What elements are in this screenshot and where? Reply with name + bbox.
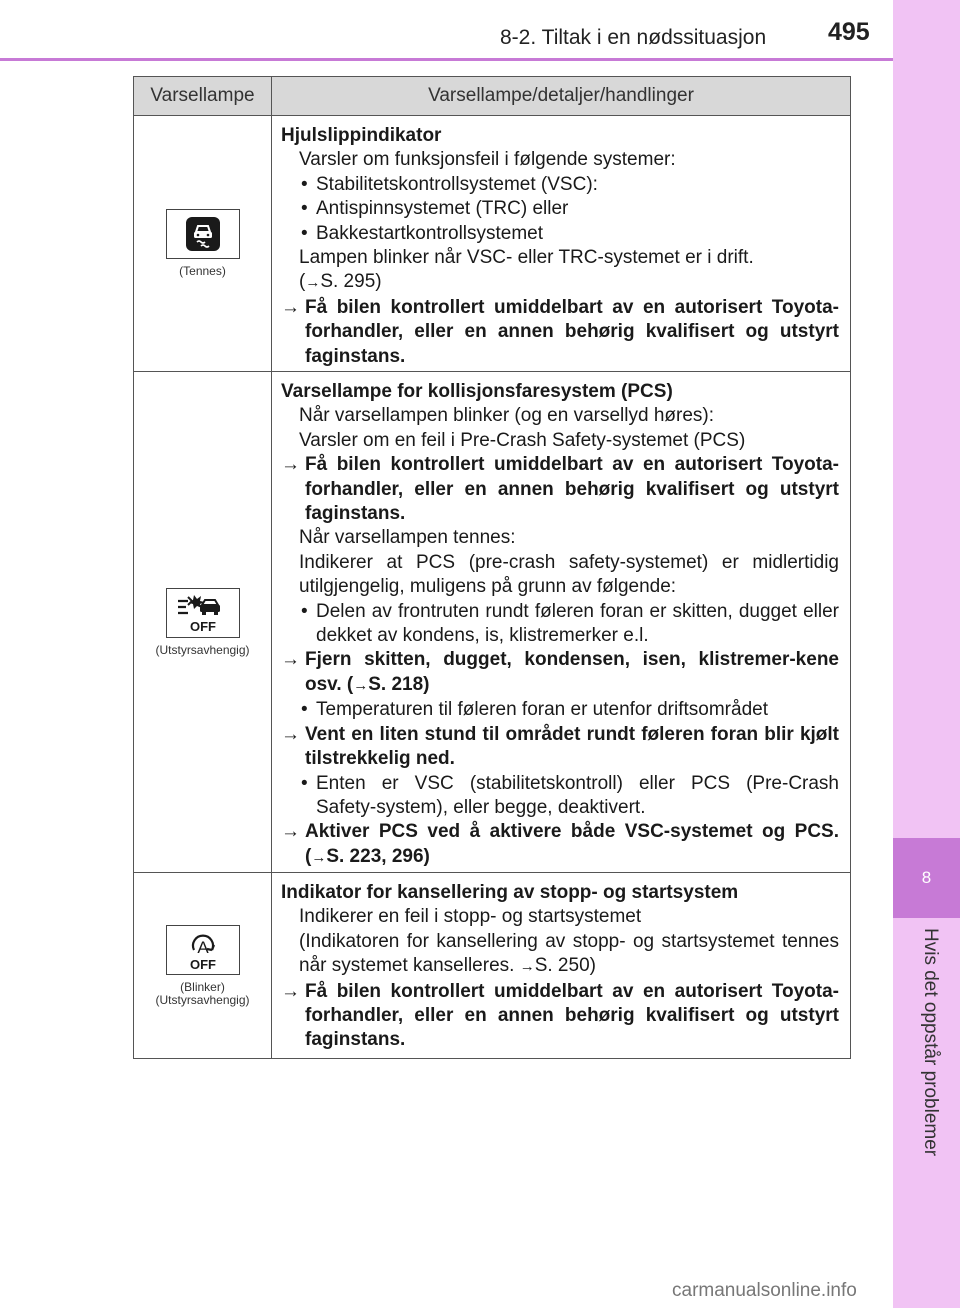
warning-light-table <box>133 76 851 1059</box>
pcs-warning-icon <box>166 588 240 638</box>
chapter-side-tab <box>893 0 960 1308</box>
indicator-title: Indikator for kansellering av stopp- og startsystem <box>281 882 739 903</box>
list-item: • Delen av frontruten rundt føleren foran er skitten, dugget eller dekket av kondens, is, klistremerker e.l. <box>301 600 839 647</box>
table-row <box>134 372 850 873</box>
arrow-icon: → <box>281 296 300 318</box>
icon-caption: (Blinker) <box>180 979 225 994</box>
note-text: Lampen blinker når VSC- eller TRC-systemet er i drift. <box>299 247 754 269</box>
table-row <box>134 873 850 1058</box>
icon-cell <box>134 873 272 1058</box>
chapter-title: Hvis det oppstår problemer <box>920 928 941 1157</box>
icon-caption: (Utstyrsavhengig) <box>155 642 250 657</box>
list-item: • Stabilitetskontrollsystemet (VSC): <box>301 173 598 195</box>
arrow-icon: → <box>353 676 369 694</box>
slip-indicator-icon <box>166 209 240 259</box>
chapter-number: 8 <box>893 838 960 918</box>
arrow-icon: → <box>305 274 321 292</box>
condition-text: Når varsellampen tennes: <box>299 527 516 549</box>
detail-cell <box>272 116 850 371</box>
icon-caption: (Utstyrsavhengig) <box>155 992 250 1007</box>
list-item: • Enten er VSC (stabilitetskontroll) eller PCS (Pre-Crash Safety-system), eller begge, deaktivert. <box>301 772 839 818</box>
icon-caption: (Tennes) <box>179 264 226 278</box>
icon-cell <box>134 372 272 872</box>
list-item: • Temperaturen til føleren foran er utenfor driftsområdet <box>301 699 768 721</box>
header-rule <box>0 58 893 61</box>
header-warning-light: Varsellampe <box>134 77 272 115</box>
indicator-title: Varsellampe for kollisjonsfaresystem (PCS) <box>281 381 673 402</box>
action-text: → Vent en liten stund til området rundt føleren foran blir kjølt tilstrekkelig ned. <box>281 723 839 770</box>
table-row <box>134 116 850 372</box>
action-text: → Få bilen kontrollert umiddelbart av en autorisert Toyota-forhandler, eller en annen behørig kvalifisert og utstyrt faginstans. <box>281 454 839 525</box>
page-reference: (→S. 295) <box>299 271 382 293</box>
arrow-icon: → <box>281 980 300 1002</box>
icon-letter: A <box>196 937 209 957</box>
detail-cell <box>272 372 850 872</box>
action-text: → Få bilen kontrollert umiddelbart av en autorisert Toyota-forhandler, eller en annen behørig kvalifisert og utstyrt faginstans. <box>281 296 839 367</box>
action-text: → Fjern skitten, dugget, kondensen, isen, klistremer-kene osv. (→S. 218) <box>281 649 839 695</box>
action-text: → Få bilen kontrollert umiddelbart av en autorisert Toyota-forhandler, eller en annen behørig kvalifisert og utstyrt faginstans. <box>281 980 839 1051</box>
arrow-icon: → <box>281 454 300 476</box>
header-details: Varsellampe/detaljer/handlinger <box>428 85 694 106</box>
icon-off-label: OFF <box>189 956 216 972</box>
arrow-icon: → <box>519 958 535 976</box>
action-text: → Aktiver PCS ved å aktivere både VSC-systemet og PCS. (→S. 223, 296) <box>281 821 839 867</box>
list-item: • Bakkestartkontrollsystemet <box>301 222 544 244</box>
description-text: (Indikatoren for kansellering av stopp- og startsystemet tennes når systemet kanselleres. →S. 250) <box>299 930 839 977</box>
arrow-icon: → <box>281 821 300 843</box>
description-text: Indikerer at PCS (pre-crash safety-systemet) er midlertidig utilgjengelig, muligens på grunn av følgende: <box>299 551 839 598</box>
description-text: Indikerer en feil i stopp- og startsystemet <box>299 906 642 928</box>
arrow-icon: → <box>281 723 300 745</box>
description-text: Varsler om en feil i Pre-Crash Safety-systemet (PCS) <box>299 429 746 451</box>
icon-off-label: OFF <box>189 618 216 634</box>
page-number: 495 <box>828 18 870 46</box>
condition-text: Når varsellampen blinker (og en varsellyd høres): <box>299 405 714 427</box>
table-header <box>134 77 850 116</box>
icon-cell <box>134 116 272 371</box>
indicator-title: Hjulslippindikator <box>281 125 442 146</box>
section-title: 8-2. Tiltak i en nødssituasjon <box>500 26 767 49</box>
list-item: • Antispinnsystemet (TRC) eller <box>301 198 569 220</box>
detail-cell <box>272 873 850 1058</box>
arrow-icon: → <box>311 848 327 866</box>
arrow-icon: → <box>281 649 300 671</box>
intro-text: Varsler om funksjonsfeil i følgende systemer: <box>299 149 676 171</box>
watermark: carmanualsonline.info <box>672 1280 857 1301</box>
stop-start-off-icon <box>166 925 240 975</box>
